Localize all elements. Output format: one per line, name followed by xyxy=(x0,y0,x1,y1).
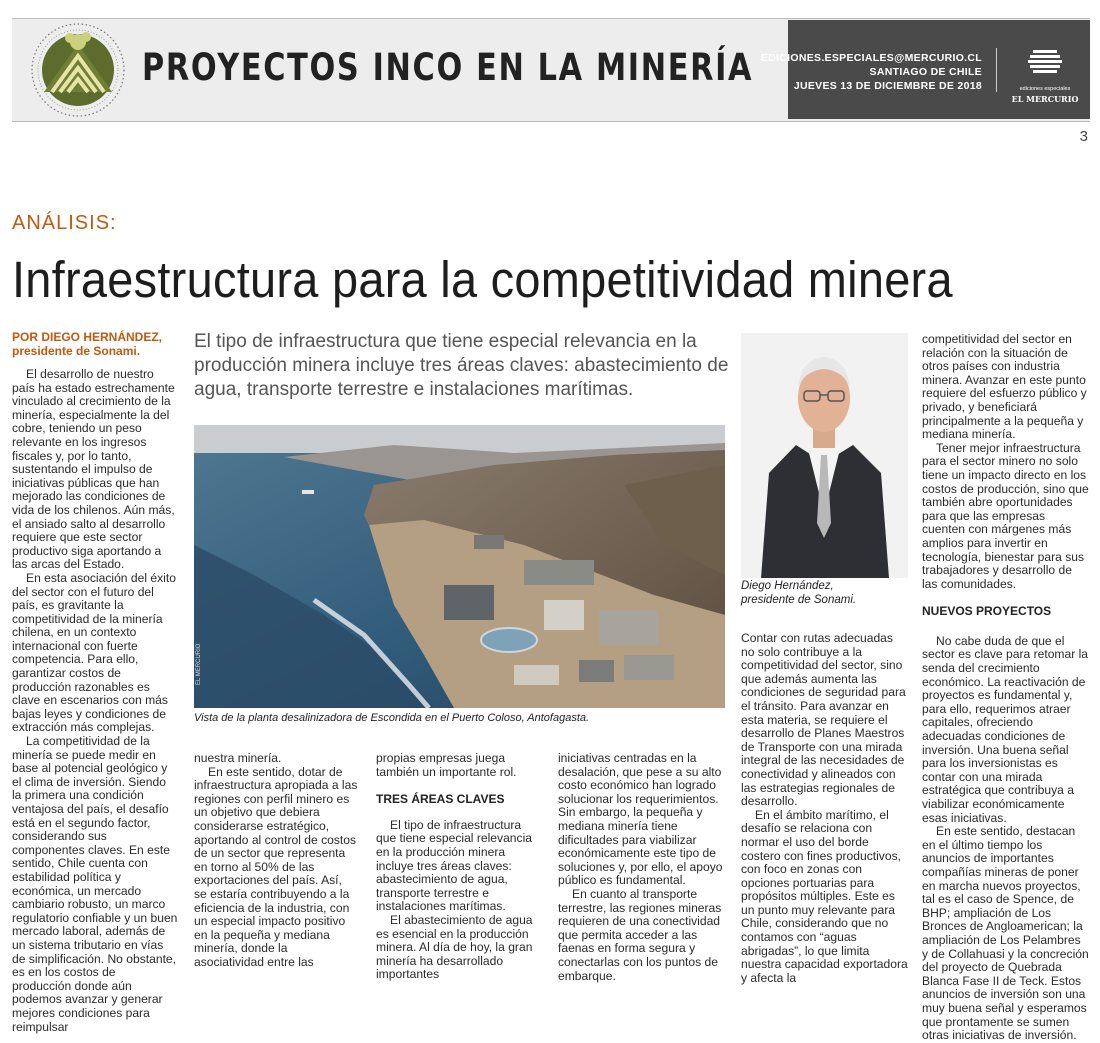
paragraph: En esta asociación del éxito del sector con el futuro del país, es gravitante la competitividad de la minería chilena, en un contexto internacional con fuerte competencia. Para ello, garantizar costos de producción razonables es clave en escenarios con más bajas leyes y condiciones de extracción más complejas. xyxy=(12,570,176,735)
paragraph: En este sentido, dotar de infraestructura apropiada a las regiones con perfil minero es un objetivo que debiera considerarse estratégico, aportando al control de costos de un sector que representa en torno al 50% de las exportaciones del país. Así, se estaría contribuyendo a la eficiencia de la industria, con un especial impacto positivo en la pequeña y mediana minería, donde la asociatividad entre las xyxy=(194,764,358,969)
paragraph: nuestra minería. xyxy=(194,751,282,765)
paragraph: En este sentido, destacan en el último tiempo los anuncios de importantes compañías mineras de poner en marcha nuevos proyectos, tal es el caso de Spence, de BHP; ampliación de Los Bronces de Angloamerican; la ampliación de Los Pelambres y de Collahuasi y la concreción del proyecto de Quebrada Blanca Fase II de Teck. Estos anuncios de inversión son una muy buena señal y esperamos que prontamente se sumen otras iniciativas de inversión. xyxy=(922,824,1089,1043)
article-column-2 xyxy=(194,752,358,970)
photo-credit: EL MERCURIO xyxy=(196,643,202,685)
photo-caption: Vista de la planta desalinizadora de Escondida en el Puerto Coloso, Antofagasta. xyxy=(194,712,590,724)
article-column-3 xyxy=(376,752,544,982)
byline-role: presidente de Sonami. xyxy=(12,344,141,358)
section-label: ANÁLISIS: xyxy=(12,212,117,234)
edition-box xyxy=(760,20,1090,119)
paragraph: Contar con rutas adecuadas no solo contribuye a la competitividad del sector, sino que además aumenta las condiciones de seguridad para el tránsito. Para avanzar en esta materia, se requiere el desarrollo de Planes Maestros de Transporte con una mirada integral de las necesidades de conectividad y alineados con las estrategias regionales de desarrollo. xyxy=(741,631,906,809)
article-column-6 xyxy=(922,333,1090,1043)
article-column-1 xyxy=(12,368,178,1034)
inco-logo-icon xyxy=(30,22,126,118)
paragraph: competitividad del sector en relación con la situación de otros países con industria minera. Avanzar en este punto requiere del esfuerzo público y privado, y beneficiará principalmente a la pequeña y mediana minería. xyxy=(922,332,1087,442)
subheading-tres-areas: TRES ÁREAS CLAVES xyxy=(376,792,505,807)
el-mercurio-logo xyxy=(1006,46,1084,106)
article-column-5 xyxy=(741,632,909,985)
paragraph: En cuanto al transporte terrestre, las regiones mineras requieren de una conectividad que permita acceder a las faenas en forma segura y conectarlas con los puntos de embarque. xyxy=(558,886,722,983)
byline xyxy=(12,330,180,358)
paragraph: iniciativas centradas en la desalación, que pese a su alto costo económico han logrado solucionar los requerimientos. Sin embargo, la pequeña y mediana minería tiene dificultades para viabilizar económicamente este tipo de soluciones y, por ello, el apoyo público es fundamental. xyxy=(558,751,723,888)
edition-divider xyxy=(996,48,997,92)
portrait-caption-role: presidente de Sonami. xyxy=(741,593,857,606)
paragraph: propias empresas juega también un importante rol. xyxy=(376,751,517,779)
page-number: 3 xyxy=(1079,128,1088,145)
paragraph: El tipo de infraestructura que tiene especial relevancia en la producción minera incluye tres áreas claves: abastecimiento de agua, transporte terrestre e instalaciones marítimas. xyxy=(376,817,532,914)
mercurio-emblem-icon xyxy=(1006,46,1084,80)
author-portrait-photo xyxy=(741,333,908,578)
section-header-title: PROYECTOS INCO EN LA MINERÍA xyxy=(142,46,754,89)
lead-paragraph: El tipo de infraestructura que tiene especial relevancia en la producción minera incluye tres áreas claves: abastecimiento de agua, transporte terrestre e instalaciones marítimas. xyxy=(194,331,729,400)
edition-date: JUEVES 13 DE DICIEMBRE DE 2018 xyxy=(793,80,982,92)
portrait-caption xyxy=(741,580,911,607)
paragraph: La competitividad de la minería se puede medir en base al potencial geológico y el clima de inversión. Siendo la primera una condición ventajosa del país, el desafío está en el segundo factor, considerando sus componentes claves. En este sentido, Chile cuenta con estabilidad política y económica, un mercado cambiario robusto, un marco regulatorio confiable y un buen mercado laboral, además de un sistema tributario en vías de simplificación. No obstante, es en los costos de producción donde aún podemos avanzar y generar mejores condiciones para reimpulsar xyxy=(12,734,178,1034)
headline: Infraestructura para la competitividad minera xyxy=(12,251,953,308)
byline-author: POR DIEGO HERNÁNDEZ, xyxy=(12,330,163,344)
brand-label: EL MERCURIO xyxy=(1011,94,1079,104)
paragraph: El abastecimiento de agua es esencial en la producción minera. Al día de hoy, la gran minería ha desarrollado importantes xyxy=(376,912,533,982)
subheading-nuevos-proyectos: NUEVOS PROYECTOS xyxy=(922,604,1052,619)
paragraph: No cabe duda de que el sector es clave para retomar la senda del crecimiento económico. La reactivación de proyectos es fundamental y, para ello, requerimos atraer capitales, ofreciendo adecuadas condiciones de inversión. Una buena señal para los inversionistas es contar con una mirada estratégica que contribuya a viabilizar económicamente esas iniciativas. xyxy=(922,633,1089,825)
desalination-plant-photo xyxy=(194,425,725,708)
edition-email[interactable]: EDICIONES.ESPECIALES@MERCURIO.CL xyxy=(760,52,982,64)
paragraph: Tener mejor infraestructura para el sector minero no solo tiene un impacto directo en los costos de producción, sino que también abre oportunidades para que las empresas cuenten con márgenes más amplios para invertir en tecnología, bienestar para sus trabajadores y desarrollo de las comunidades. xyxy=(922,440,1089,591)
paragraph: El desarrollo de nuestro país ha estado estrechamente vinculado al crecimiento de la minería, especialmente la del cobre, teniendo un peso relevante en los ingresos fiscales y, por lo tanto, sustentando el impulso de iniciativas públicas que han mejorado las condiciones de vida de los chilenos. Aún más, el ansiado salto al desarrollo requiere que este sector productivo siga aportando a las arcas del Estado. xyxy=(12,367,175,572)
paragraph: En el ámbito marítimo, el desafío se relaciona con normar el uso del borde costero con fines productivos, con foco en zonas con opciones portuarias para propósitos múltiples. Este es un punto muy relevante para Chile, considerando que no contamos con “aguas abrigadas”, lo que limita nuestra capacidad exportadora y afecta la xyxy=(741,807,908,985)
article-column-4 xyxy=(558,752,726,983)
brand-small-label: ediciones especiales xyxy=(1019,86,1071,92)
portrait-caption-name: Diego Hernández, xyxy=(741,580,834,592)
edition-city: SANTIAGO DE CHILE xyxy=(869,66,982,78)
